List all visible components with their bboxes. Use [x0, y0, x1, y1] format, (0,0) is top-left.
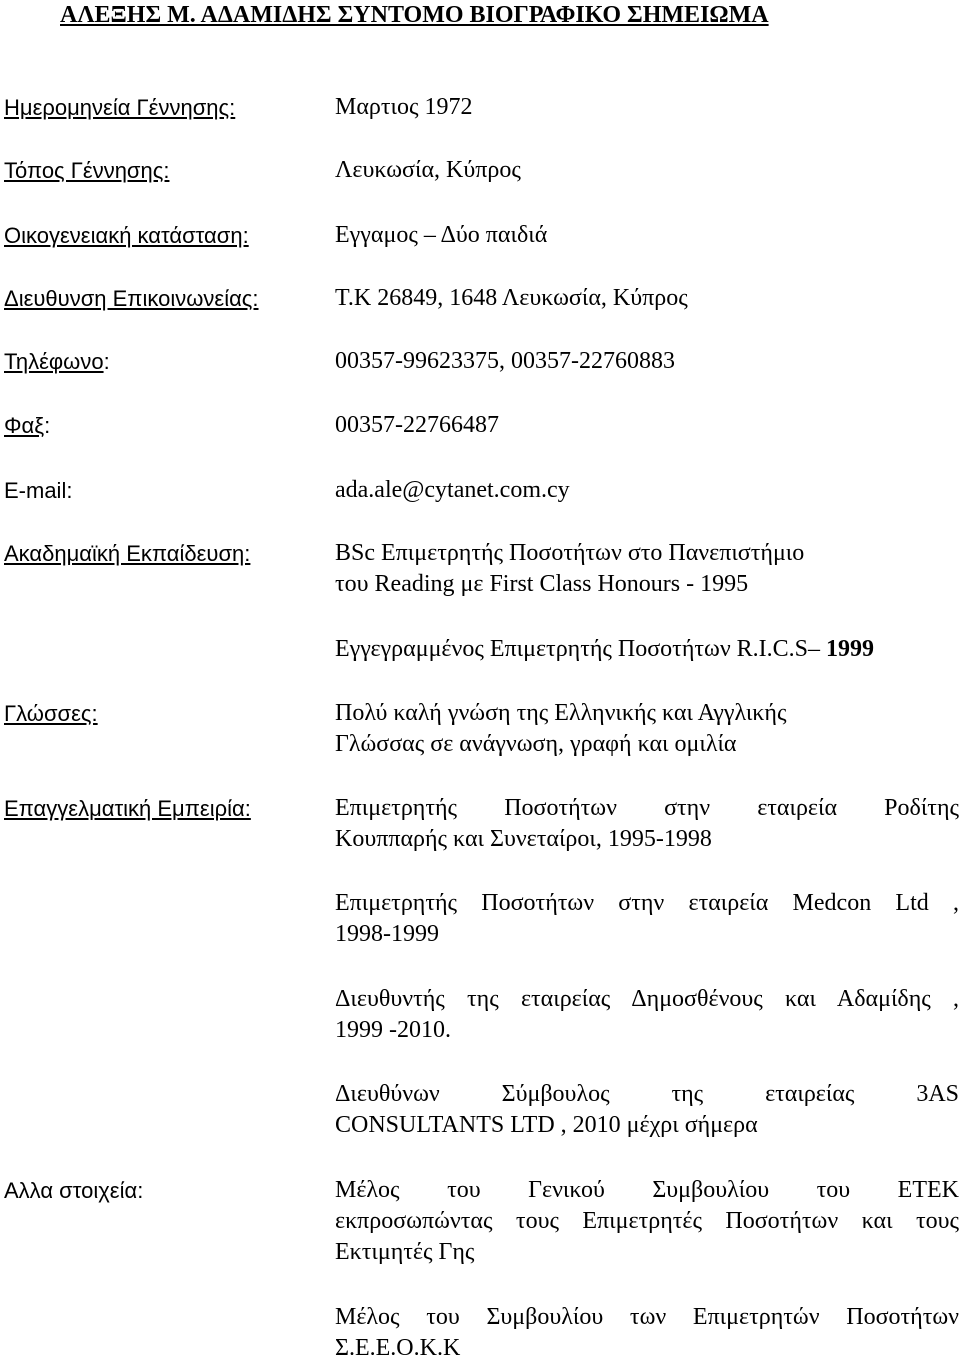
rics-value: [335, 634, 959, 665]
birth-date-value: Μαρτιος 1972: [335, 94, 473, 120]
fax-colon: :: [44, 413, 51, 438]
birth-date-label: Ημερομηνεία Γέννησης:: [4, 95, 236, 120]
languages-line-2: Γλώσσας σε ανάγνωση, γραφή και ομιλία: [335, 731, 737, 757]
birth-place-value: Λευκωσία, Κύπρος: [335, 157, 521, 183]
phone-label-wrap: [4, 346, 110, 377]
rics-dash: –: [808, 636, 821, 662]
education-value: [335, 538, 959, 600]
other-item-line: Σ.Ε.Ε.Ο.Κ.Κ: [335, 1335, 461, 1361]
fax-label-wrap: [4, 410, 50, 441]
languages-value: [335, 698, 959, 760]
phone-value: 00357-99623375, 00357-22760883: [335, 348, 675, 374]
experience-item-4: [335, 1079, 959, 1141]
birth-place-label: Τόπος Γέννησης:: [4, 158, 170, 183]
other-item-line: εκπροσωπώντας τους Επιμετρητές Ποσοτήτων και τους: [335, 1208, 959, 1234]
experience-item-line: 1999 -2010.: [335, 1017, 451, 1043]
experience-item-line: 1998-1999: [335, 921, 439, 947]
experience-item-1: [335, 793, 959, 855]
education-university: του Reading με First Class Honours - 1995: [335, 571, 749, 597]
education-label: Ακαδημαϊκή Εκπαίδευση:: [4, 541, 251, 566]
experience-item-3: [335, 984, 959, 1046]
other-item-2: [335, 1302, 959, 1364]
other-item-line: Μέλος του Συμβουλίου των Επιμετρητών Ποσοτήτων: [335, 1304, 959, 1330]
other-item-1: [335, 1175, 959, 1268]
other-label: Αλλα στοιχεία:: [4, 1178, 144, 1203]
fax-label: Φαξ: [4, 413, 45, 438]
rics-year: 1999: [820, 636, 875, 662]
experience-item-2: [335, 888, 959, 950]
languages-line-1: Πολύ καλή γνώση της Ελληνικής και Αγγλικής: [335, 700, 787, 726]
experience-label: Επαγγελματική Εμπειρία:: [4, 796, 251, 821]
experience-item-line: Διευθύνων Σύμβουλος της εταιρείας 3AS: [335, 1081, 959, 1107]
address-label: Διευθυνση Επικοινωνείας:: [4, 286, 259, 311]
email-label: E-mail:: [4, 478, 73, 503]
address-value: Τ.Κ 26849, 1648 Λευκωσία, Κύπρος: [335, 285, 688, 311]
languages-label: Γλώσσες:: [4, 701, 98, 726]
experience-item-line: CONSULTANTS LTD , 2010 μέχρι σήμερα: [335, 1112, 758, 1138]
education-degree: BSc Επιμετρητής Ποσοτήτων στο Πανεπιστήμιο: [335, 540, 805, 566]
family-label: Οικογενειακή κατάσταση:: [4, 223, 249, 248]
other-item-line: Εκτιμητές Γης: [335, 1239, 475, 1265]
family-value: Εγγαμος – Δύο παιδιά: [335, 222, 548, 248]
phone-label: Τηλέφωνο: [4, 349, 104, 374]
other-item-line: Μέλος του Γενικού Συμβουλίου του ΕΤΕΚ: [335, 1177, 959, 1203]
document-title: ΑΛΕΞΗΣ Μ. ΑΔΑΜΙΔΗΣ ΣΥΝΤΟΜΟ ΒΙΟΓΡΑΦΙΚΟ ΣΗΜΕΙΩΜΑ: [60, 2, 769, 28]
experience-item-line: Διευθυντής της εταιρείας Δημοσθένους και Αδαμίδης ,: [335, 986, 959, 1012]
experience-item-line: Επιμετρητής Ποσοτήτων στην εταιρεία Medcon Ltd ,: [335, 890, 959, 916]
rics-text: Εγγεγραμμένος Επιμετρητής Ποσοτήτων R.I.C.S: [335, 636, 809, 662]
fax-value: 00357-22766487: [335, 412, 499, 438]
email-value: ada.ale@cytanet.com.cy: [335, 477, 570, 503]
phone-colon: :: [103, 349, 110, 374]
experience-item-line: Κουππαρής και Συνεταίροι, 1995-1998: [335, 826, 712, 852]
experience-item-line: Επιμετρητής Ποσοτήτων στην εταιρεία Ροδίτης: [335, 795, 959, 821]
